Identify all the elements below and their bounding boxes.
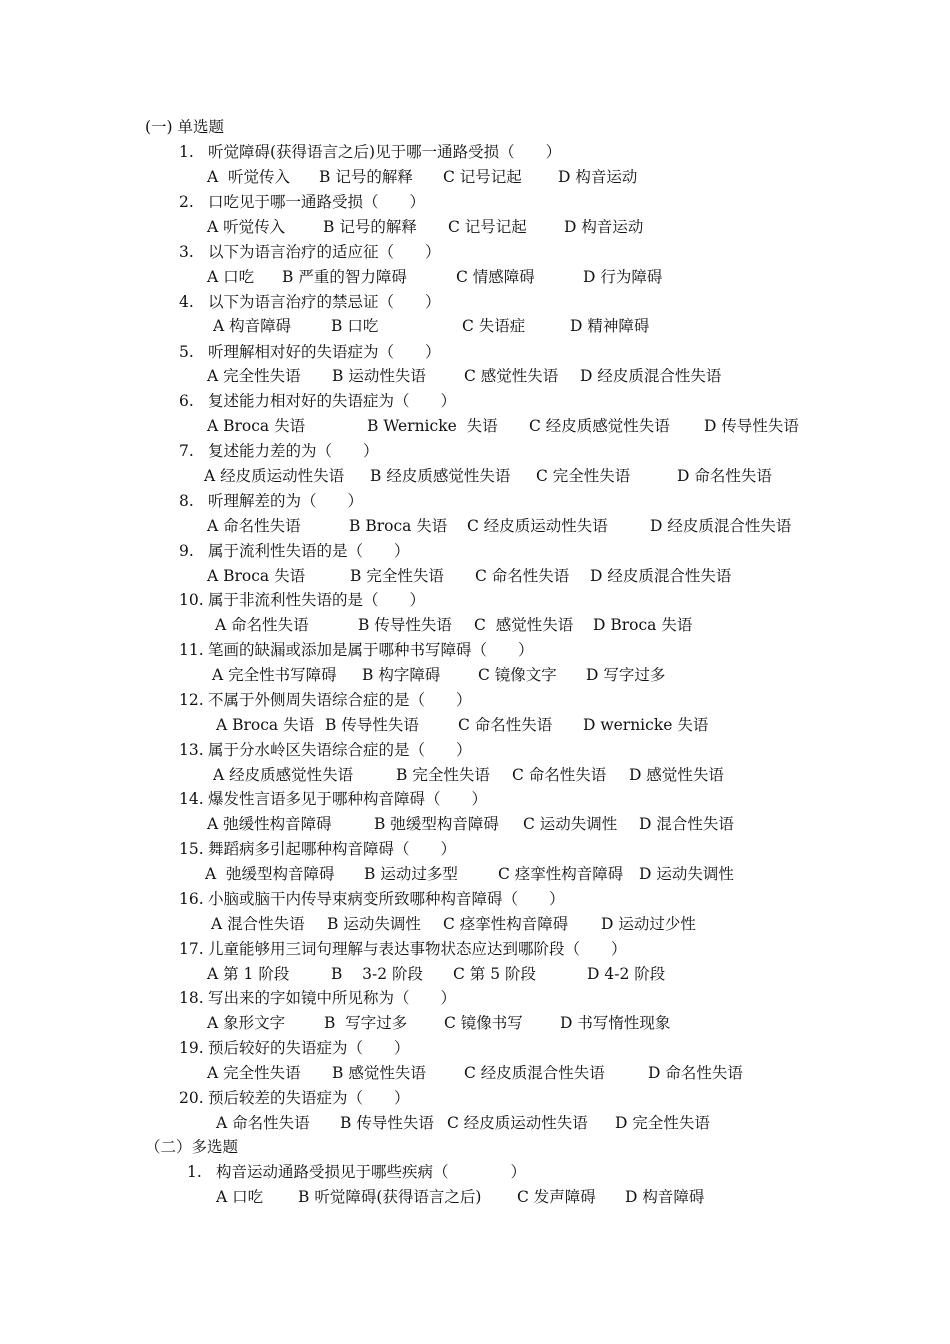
answer-option: D 写字过多 <box>586 666 666 684</box>
answer-option: B 完全性失语 <box>350 567 444 585</box>
answer-option: B 写字过多 <box>324 1014 408 1032</box>
answer-option: A 构音障碍 <box>213 317 292 335</box>
question-number: 15. <box>179 840 204 858</box>
question-number: 7. <box>179 442 194 460</box>
question-text: 预后较差的失语症为（ ） <box>208 1089 410 1107</box>
question-text: 笔画的缺漏或添加是属于哪种书写障碍（ ） <box>208 641 534 659</box>
answer-option: D 书写惰性现象 <box>560 1014 671 1032</box>
answer-option: D 运动过少性 <box>601 915 696 933</box>
question-number: 13. <box>179 741 204 759</box>
answer-option: B 3-2 阶段 <box>331 965 423 983</box>
answer-option: C 镜像文字 <box>478 666 557 684</box>
answer-option: D 构音运动 <box>558 168 638 186</box>
question-text: 属于分水岭区失语综合症的是（ ） <box>208 741 472 759</box>
answer-option: C 经皮质感觉性失语 <box>529 417 670 435</box>
answer-option: B 运动失调性 <box>327 915 421 933</box>
answer-option: B Broca 失语 <box>349 517 448 535</box>
question-number: 19. <box>179 1039 204 1057</box>
answer-option: B 感觉性失语 <box>332 1064 426 1082</box>
answer-option: C 第 5 阶段 <box>453 965 537 983</box>
question-text: 以下为语言治疗的适应征（ ） <box>208 243 441 261</box>
question-number: 8. <box>179 492 194 510</box>
question-number: 18. <box>179 989 204 1007</box>
question-text: 儿童能够用三词句理解与表达事物状态应达到哪阶段（ ） <box>208 940 627 958</box>
answer-option: A 命名性失语 <box>216 1114 310 1132</box>
answer-option: B 传导性失语 <box>358 616 452 634</box>
answer-option: A 完全性失语 <box>207 367 301 385</box>
section-heading: （二）多选题 <box>145 1138 239 1156</box>
answer-option: D 命名性失语 <box>648 1064 743 1082</box>
answer-option: A 第 1 阶段 <box>207 965 290 983</box>
question-number: 4. <box>179 293 194 311</box>
question-text: 构音运动通路受损见于哪些疾病（ ） <box>216 1163 527 1181</box>
question-number: 1. <box>179 143 194 161</box>
question-text: 复述能力差的为（ ） <box>208 442 379 460</box>
answer-option: A 命名性失语 <box>215 616 309 634</box>
question-text: 小脑或脑干内传导束病变所致哪种构音障碍（ ） <box>208 890 565 908</box>
answer-option: D 精神障碍 <box>570 317 650 335</box>
answer-option: A 弛缓性构音障碍 <box>207 815 332 833</box>
question-text: 听理解相对好的失语症为（ ） <box>208 343 441 361</box>
answer-option: C 发声障碍 <box>517 1188 596 1206</box>
answer-option: D Broca 失语 <box>593 616 693 634</box>
answer-option: B 口吃 <box>331 317 379 335</box>
answer-option: D 感觉性失语 <box>629 766 724 784</box>
question-number: 5. <box>179 343 194 361</box>
answer-option: C 命名性失语 <box>475 567 570 585</box>
answer-option: A Broca 失语 <box>207 417 306 435</box>
answer-option: D 经皮质混合性失语 <box>650 517 792 535</box>
answer-option: B 经皮质感觉性失语 <box>370 467 511 485</box>
answer-option: C 失语症 <box>462 317 526 335</box>
answer-option: C 情感障碍 <box>456 268 535 286</box>
answer-option: D 运动失调性 <box>639 865 734 883</box>
question-number: 17. <box>179 940 204 958</box>
answer-option: A 口吃 <box>207 268 255 286</box>
answer-option: B 严重的智力障碍 <box>282 268 407 286</box>
question-number: 16. <box>179 890 204 908</box>
answer-option: C 运动失调性 <box>523 815 618 833</box>
answer-option: A Broca 失语 <box>207 567 306 585</box>
answer-option: B 听觉障碍(获得语言之后) <box>298 1188 482 1206</box>
question-number: 14. <box>179 790 204 808</box>
answer-option: A 完全性失语 <box>207 1064 301 1082</box>
answer-option: A 口吃 <box>216 1188 264 1206</box>
answer-option: B 记号的解释 <box>319 168 413 186</box>
answer-option: D 构音运动 <box>564 218 644 236</box>
answer-option: D wernicke 失语 <box>583 716 709 734</box>
answer-option: C 感觉性失语 <box>474 616 574 634</box>
answer-option: A 象形文字 <box>207 1014 286 1032</box>
question-number: 3. <box>179 243 194 261</box>
answer-option: C 命名性失语 <box>512 766 607 784</box>
answer-option: A 完全性书写障碍 <box>212 666 337 684</box>
answer-option: A 命名性失语 <box>207 517 301 535</box>
section-heading: (一) 单选题 <box>145 118 225 136</box>
question-text: 以下为语言治疗的禁忌证（ ） <box>208 293 441 311</box>
answer-option: B 运动性失语 <box>332 367 426 385</box>
answer-option: B 构字障碍 <box>362 666 441 684</box>
question-text: 听觉障碍(获得语言之后)见于哪一通路受损（ ） <box>208 143 562 161</box>
answer-option: A 经皮质感觉性失语 <box>213 766 354 784</box>
answer-option: A 听觉传入 <box>207 168 291 186</box>
question-text: 口吃见于哪一通路受损（ ） <box>208 193 426 211</box>
question-number: 12. <box>179 691 204 709</box>
question-text: 属于流利性失语的是（ ） <box>208 542 410 560</box>
answer-option: D 行为障碍 <box>583 268 663 286</box>
answer-option: C 痉挛性构音障碍 <box>443 915 569 933</box>
answer-option: C 经皮质运动性失语 <box>447 1114 588 1132</box>
question-number: 2. <box>179 193 194 211</box>
question-text: 属于非流利性失语的是（ ） <box>208 591 426 609</box>
answer-option: C 命名性失语 <box>458 716 553 734</box>
answer-option: D 4-2 阶段 <box>587 965 666 983</box>
question-text: 听理解差的为（ ） <box>208 492 364 510</box>
answer-option: B 传导性失语 <box>340 1114 434 1132</box>
answer-option: C 感觉性失语 <box>464 367 559 385</box>
answer-option: D 经皮质混合性失语 <box>580 367 722 385</box>
answer-option: B 弛缓型构音障碍 <box>374 815 499 833</box>
answer-option: D 完全性失语 <box>615 1114 710 1132</box>
answer-option: C 完全性失语 <box>536 467 631 485</box>
question-text: 写出来的字如镜中所见称为（ ） <box>208 989 457 1007</box>
answer-option: C 记号记起 <box>443 168 522 186</box>
answer-option: A 混合性失语 <box>211 915 305 933</box>
answer-option: B 运动过多型 <box>364 865 458 883</box>
answer-option: D 构音障碍 <box>625 1188 705 1206</box>
question-number: 9. <box>179 542 194 560</box>
answer-option: A 经皮质运动性失语 <box>204 467 345 485</box>
answer-option: C 痉挛性构音障碍 <box>498 865 624 883</box>
answer-option: B 记号的解释 <box>323 218 417 236</box>
question-number: 10. <box>179 591 204 609</box>
question-number: 20. <box>179 1089 204 1107</box>
question-text: 复述能力相对好的失语症为（ ） <box>208 392 457 410</box>
answer-option: B 完全性失语 <box>396 766 490 784</box>
answer-option: C 记号记起 <box>448 218 527 236</box>
question-text: 舞蹈病多引起哪种构音障碍（ ） <box>208 840 457 858</box>
question-text: 不属于外侧周失语综合症的是（ ） <box>208 691 472 709</box>
answer-option: D 混合性失语 <box>639 815 734 833</box>
answer-option: A 弛缓型构音障碍 <box>205 865 335 883</box>
answer-option: D 传导性失语 <box>704 417 799 435</box>
question-number: 1. <box>187 1163 202 1181</box>
answer-option: C 经皮质混合性失语 <box>464 1064 605 1082</box>
answer-option: C 镜像书写 <box>444 1014 523 1032</box>
answer-option: B Wernicke 失语 <box>367 417 498 435</box>
answer-option: D 命名性失语 <box>677 467 772 485</box>
question-text: 爆发性言语多见于哪种构音障碍（ ） <box>208 790 488 808</box>
question-number: 6. <box>179 392 194 410</box>
answer-option: B 传导性失语 <box>325 716 419 734</box>
answer-option: C 经皮质运动性失语 <box>467 517 608 535</box>
question-number: 11. <box>179 641 204 659</box>
answer-option: A 听觉传入 <box>207 218 286 236</box>
answer-option: A Broca 失语 <box>216 716 315 734</box>
answer-option: D 经皮质混合性失语 <box>590 567 732 585</box>
question-text: 预后较好的失语症为（ ） <box>208 1039 410 1057</box>
